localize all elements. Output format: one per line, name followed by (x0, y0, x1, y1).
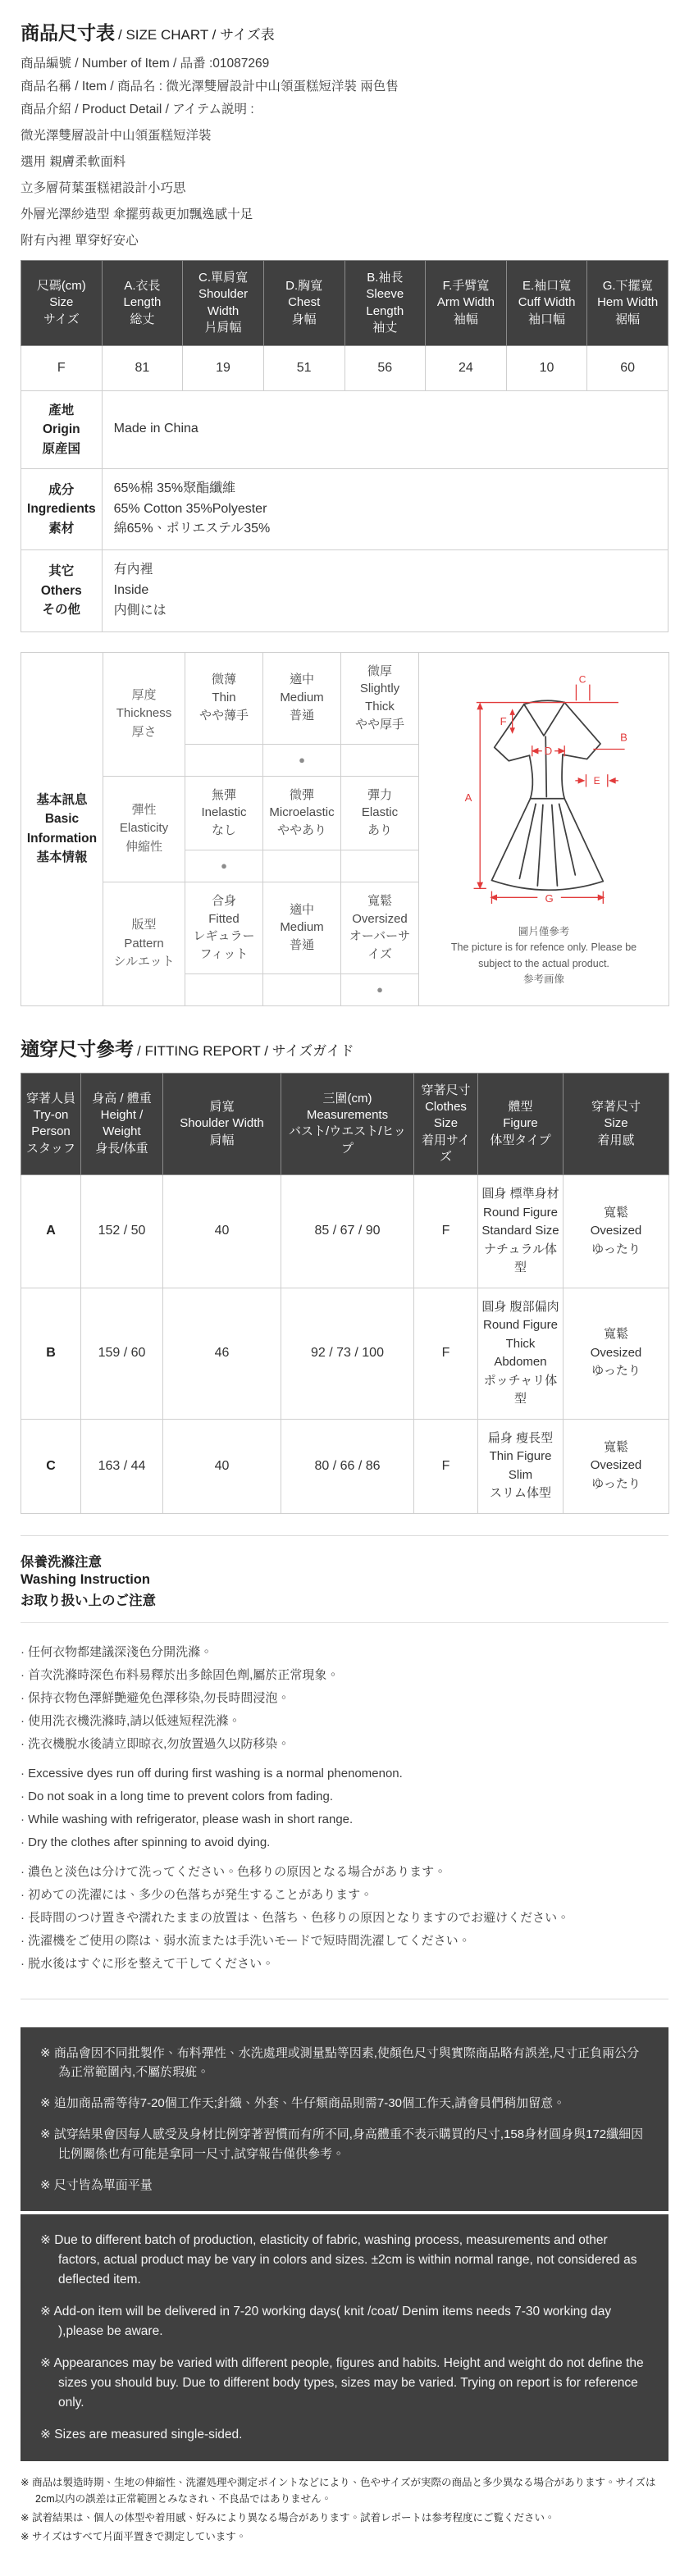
elasticity-label: 彈性 Elasticity 伸縮性 (103, 776, 185, 882)
size-col-header: 尺碼(cm) Size サイズ (21, 261, 103, 346)
size-col-header: B.袖長 Sleeve Length 袖丈 (344, 261, 426, 346)
size-value: 19 (183, 346, 264, 391)
fitting-title-zh: 適穿尺寸參考 (21, 1037, 134, 1060)
clothes-size-cell: F (414, 1419, 478, 1513)
elasticity-option: 微彈 Microelastic ややあり (263, 776, 341, 850)
item-detail-label: 商品介紹 / Product Detail / アイテム説明 : (21, 103, 254, 116)
item-detail-line (21, 99, 668, 117)
size-value: 24 (426, 346, 507, 391)
basic-info-row (21, 652, 669, 744)
note-item: ※ 尺寸皆為單面平量 (40, 2177, 153, 2192)
washing-bullet: · 脱水後はすぐに形を整えて干してください。 (21, 1956, 275, 1971)
measure-label: E (593, 775, 600, 787)
fitting-col-header: 穿著尺寸 Size 着用感 (564, 1073, 669, 1174)
dress-measure-diagram (419, 652, 669, 1005)
note-item: ※ Sizes are measured single-sided. (40, 2428, 243, 2442)
height-weight-cell: 163 / 44 (81, 1419, 163, 1513)
item-number-label: 商品編號 / Number of Item / 品番 : (21, 57, 213, 71)
feel-cell: 寬鬆 Ovesized ゆったり (564, 1175, 669, 1288)
product-description (21, 125, 668, 248)
item-number-line (21, 53, 668, 71)
shoulder-cell: 46 (163, 1288, 281, 1419)
note-item: ※ 商品會因不同批製作、布料彈性、水洗處理或測量點等因素,使顏色尺寸與實際商品略有誤差,尺寸正負兩公分為正常範圍內,不屬於瑕疵。 (40, 2045, 640, 2079)
page-title-suffix: / SIZE CHART / サイズ表 (118, 27, 275, 43)
notes-box-zh (21, 2027, 668, 2212)
dot-cell (263, 973, 341, 1005)
measurements-cell: 85 / 67 / 90 (281, 1175, 414, 1288)
dot-cell: ● (263, 744, 341, 776)
measure-label: G (545, 891, 554, 905)
fitting-header-row (21, 1073, 669, 1174)
fitting-col-header: 穿著尺寸 Clothes Size 着用サイズ (414, 1073, 478, 1174)
fitting-col-header: 體型 Figure 体型タイプ (478, 1073, 564, 1174)
basic-info-table (21, 652, 669, 1006)
basic-info-title: 基本訊息 Basic Information 基本情報 (21, 652, 103, 1005)
description-line: 選用 親膚柔軟面料 (21, 155, 126, 169)
size-col-header: G.下擺寬 Hem Width 裾幅 (587, 261, 668, 346)
dress-outline (491, 700, 603, 890)
dot-cell (341, 850, 419, 882)
measure-label: D (544, 744, 553, 757)
dot-cell: ● (185, 850, 263, 882)
washing-bullet: · 長時間のつけ置きや濡れたままの放置は、色落ち、色移りの原因となりますのでお避けください。 (21, 1910, 570, 1925)
size-col-header: A.衣長 Length 総丈 (102, 261, 183, 346)
note-item: ※ Add-on item will be delivered in 7-20 working days( knit /coat/ Denim items needs 7-30 working day ),please be aware. (40, 2305, 612, 2339)
elasticity-option: 無彈 Inelastic なし (185, 776, 263, 850)
clothes-size-cell: F (414, 1175, 478, 1288)
note-item: ※ Due to different batch of production, elasticity of fabric, washing process, measurements and other factors, actual product may be vary in colors and sizes. ±2cm is within normal range, not considered as deflected item. (40, 2233, 637, 2287)
feel-cell: 寬鬆 Ovesized ゆったり (564, 1288, 669, 1419)
washing-bullets-jp (21, 1862, 668, 1974)
dot-cell (185, 744, 263, 776)
size-value: F (21, 346, 103, 391)
washing-bullet: · Do not soak in a long time to prevent colors from fading. (21, 1789, 334, 1803)
thickness-option: 微薄 Thin やや薄手 (185, 652, 263, 744)
size-col-header: F.手臂寬 Arm Width 袖幅 (426, 261, 507, 346)
feel-cell: 寬鬆 Ovesized ゆったり (564, 1419, 669, 1513)
size-table-header-row (21, 261, 668, 346)
measurements-cell: 80 / 66 / 86 (281, 1419, 414, 1513)
washing-bullets (21, 1622, 668, 1999)
height-weight-cell: 152 / 50 (81, 1175, 163, 1288)
washing-bullet: · Dry the clothes after spinning to avoid dying. (21, 1835, 271, 1849)
origin-row (21, 391, 668, 469)
measure-label: C (578, 673, 586, 686)
fitting-row-a (21, 1175, 669, 1288)
fitting-col-header: 三圍(cm) Measurements バスト/ウエスト/ヒップ (281, 1073, 414, 1174)
washing-bullets-en (21, 1764, 668, 1853)
note-item: ※ 試着結果は、個人の体型や着用感、好みにより異なる場合があります。試着レポートは参考程度にご覧ください。 (21, 2512, 555, 2524)
washing-title-zh: 保養洗滌注意 (21, 1554, 102, 1570)
thickness-option: 適中 Medium 普通 (263, 652, 341, 744)
measurements-cell: 92 / 73 / 100 (281, 1288, 414, 1419)
shoulder-cell: 40 (163, 1175, 281, 1288)
washing-bullets-zh (21, 1643, 668, 1754)
fitting-title (21, 1034, 668, 1061)
washing-bullet: · 濃色と淡色は分けて洗ってください。色移りの原因となる場合があります。 (21, 1864, 447, 1879)
washing-bullet: · 洗濯機をご使用の際は、弱水流または手洗いモードで短時間洗濯してください。 (21, 1933, 471, 1948)
size-value: 81 (102, 346, 183, 391)
fitting-row-c (21, 1419, 669, 1513)
note-item: ※ 商品は製造時期、生地の伸縮性、洗濯処理や測定ポイントなどにより、色やサイズが実際の商品と多少異なる場合があります。サイズは2cm以内の誤差は正常範囲とみなされ、不良品ではありません。 (21, 2477, 656, 2505)
fitting-col-header: 穿著人員 Try-on Person スタッフ (21, 1073, 81, 1174)
washing-section (21, 1535, 668, 1999)
dress-diagram-svg (440, 670, 647, 913)
washing-bullet: · 初めての洗濯には、多少の色落ちが発生することがあります。 (21, 1887, 373, 1902)
size-col-header: C.單肩寬 Shoulder Width 片肩幅 (183, 261, 264, 346)
pattern-option: 寬鬆 Oversized オーバーサイズ (341, 882, 419, 973)
dot-cell (185, 973, 263, 1005)
washing-title-jp: お取り扱い上のご注意 (21, 1593, 156, 1608)
person-cell: C (21, 1419, 81, 1513)
size-value: 51 (263, 346, 344, 391)
measure-label: A (464, 791, 472, 804)
note-item: ※ 試穿結果會因每人感受及身材比例穿著習慣而有所不同,身高體重不表示購買的尺寸,158身材圓身與172纖細因比例關係也有可能是拿同一尺寸,試穿報告僅供參考。 (40, 2127, 644, 2161)
note-item: ※ サイズはすべて片面平置きで測定しています。 (21, 2531, 247, 2543)
clothes-size-cell: F (414, 1288, 478, 1419)
shoulder-cell: 40 (163, 1419, 281, 1513)
description-line: 外層光澤紗造型 傘擺剪裁更加飄逸感十足 (21, 207, 253, 221)
item-name-line (21, 76, 668, 94)
size-values-row (21, 346, 668, 391)
washing-bullet: · 使用洗衣機洗滌時,請以低速短程洗滌。 (21, 1713, 241, 1728)
figure-cell: 圓身 標準身材 Round Figure Standard Size ナチュラル体型 (478, 1175, 564, 1288)
elasticity-option: 彈力 Elastic あり (341, 776, 419, 850)
origin-label: 產地 Origin 原産国 (21, 391, 103, 469)
note-item: ※ Appearances may be varied with different people, figures and habits. Height and weight do not define the sizes you should buy. Due to different body types, sizes may be varied. Trying on report is for reference only. (40, 2356, 644, 2410)
washing-bullet: · 洗衣機脫水後請立即晾衣,勿放置過久以防移染。 (21, 1736, 290, 1751)
fitting-table (21, 1073, 669, 1514)
figure-cell: 圓身 腹部偏肉 Round Figure Thick Abdomen ポッチャリ体型 (478, 1288, 564, 1419)
washing-bullet: · Excessive dyes run off during first washing is a normal phenomenon. (21, 1766, 403, 1780)
item-name-value: 微光澤雙層設計中山領蛋糕短洋裝 兩色售 (166, 80, 399, 93)
washing-bullet: · 首次洗滌時深色布料易釋於出多餘固色劑,屬於正常現象。 (21, 1667, 340, 1682)
size-col-header: E.袖口寬 Cuff Width 袖口幅 (506, 261, 587, 346)
ingredients-row (21, 468, 668, 549)
size-value: 56 (344, 346, 426, 391)
fitting-col-header: 肩寬 Shoulder Width 肩幅 (163, 1073, 281, 1174)
page-title-zh: 商品尺寸表 (21, 22, 115, 43)
measure-label: F (500, 714, 507, 727)
ingredients-label: 成分 Ingredients 素材 (21, 468, 103, 549)
person-cell: B (21, 1288, 81, 1419)
washing-bullet: · 任何衣物都建議深淺色分開洗滌。 (21, 1644, 213, 1659)
height-weight-cell: 159 / 60 (81, 1288, 163, 1419)
page-title (21, 18, 668, 45)
others-value: 有內裡 Inside 内側には (102, 550, 668, 631)
size-value: 60 (587, 346, 668, 391)
notes-jp (21, 2474, 668, 2545)
pattern-option: 合身 Fitted レギュラーフィット (185, 882, 263, 973)
washing-title-en: Washing Instruction (21, 1571, 150, 1587)
size-col-header: D.胸寬 Chest 身幅 (263, 261, 344, 346)
description-line: 立多層荷葉蛋糕裙設計小巧思 (21, 181, 186, 195)
size-table (21, 260, 668, 632)
item-number-value: 01087269 (212, 57, 270, 71)
item-name-label: 商品名稱 / Item / 商品名 : (21, 80, 163, 93)
origin-value: Made in China (102, 391, 668, 469)
measure-label: B (620, 731, 627, 744)
pattern-label: 版型 Pattern シルエット (103, 882, 185, 1005)
fitting-row-b (21, 1288, 669, 1419)
figure-cell: 扁身 瘦長型 Thin Figure Slim スリム体型 (478, 1419, 564, 1513)
note-item: ※ 追加商品需等待7-20個工作天;針織、外套、牛仔類商品則需7-30個工作天,請會員們稍加留意。 (40, 2096, 566, 2111)
fitting-col-header: 身高 / 體重 Height / Weight 身長/体重 (81, 1073, 163, 1174)
dot-cell (341, 744, 419, 776)
fitting-title-suffix: / FITTING REPORT / サイズガイド (137, 1042, 354, 1059)
washing-bullet: · 保持衣物色澤鮮艷避免色澤移染,勿長時間浸泡。 (21, 1690, 290, 1705)
ingredients-value: 65%棉 35%聚酯纖維 65% Cotton 35%Polyester 綿65%、ポリエステル35% (102, 468, 668, 549)
notes-box-en (21, 2214, 668, 2461)
person-cell: A (21, 1175, 81, 1288)
dot-cell: ● (341, 973, 419, 1005)
diagram-caption: 圖片僅參考 The picture is for refence only. Please be subject to the actual product. 参考画像 (450, 925, 637, 986)
washing-bullet: · While washing with refrigerator, please wash in short range. (21, 1812, 354, 1826)
thickness-label: 厚度 Thickness 厚さ (103, 652, 185, 776)
thickness-option: 微厚 Slightly Thick やや厚手 (341, 652, 419, 744)
pattern-option: 適中 Medium 普通 (263, 882, 341, 973)
others-row (21, 550, 668, 631)
description-line: 微光澤雙層設計中山領蛋糕短洋裝 (21, 129, 212, 143)
dot-cell (263, 850, 341, 882)
others-label: 其它 Others その他 (21, 550, 103, 631)
size-value: 10 (506, 346, 587, 391)
description-line: 附有內裡 單穿好安心 (21, 234, 139, 248)
